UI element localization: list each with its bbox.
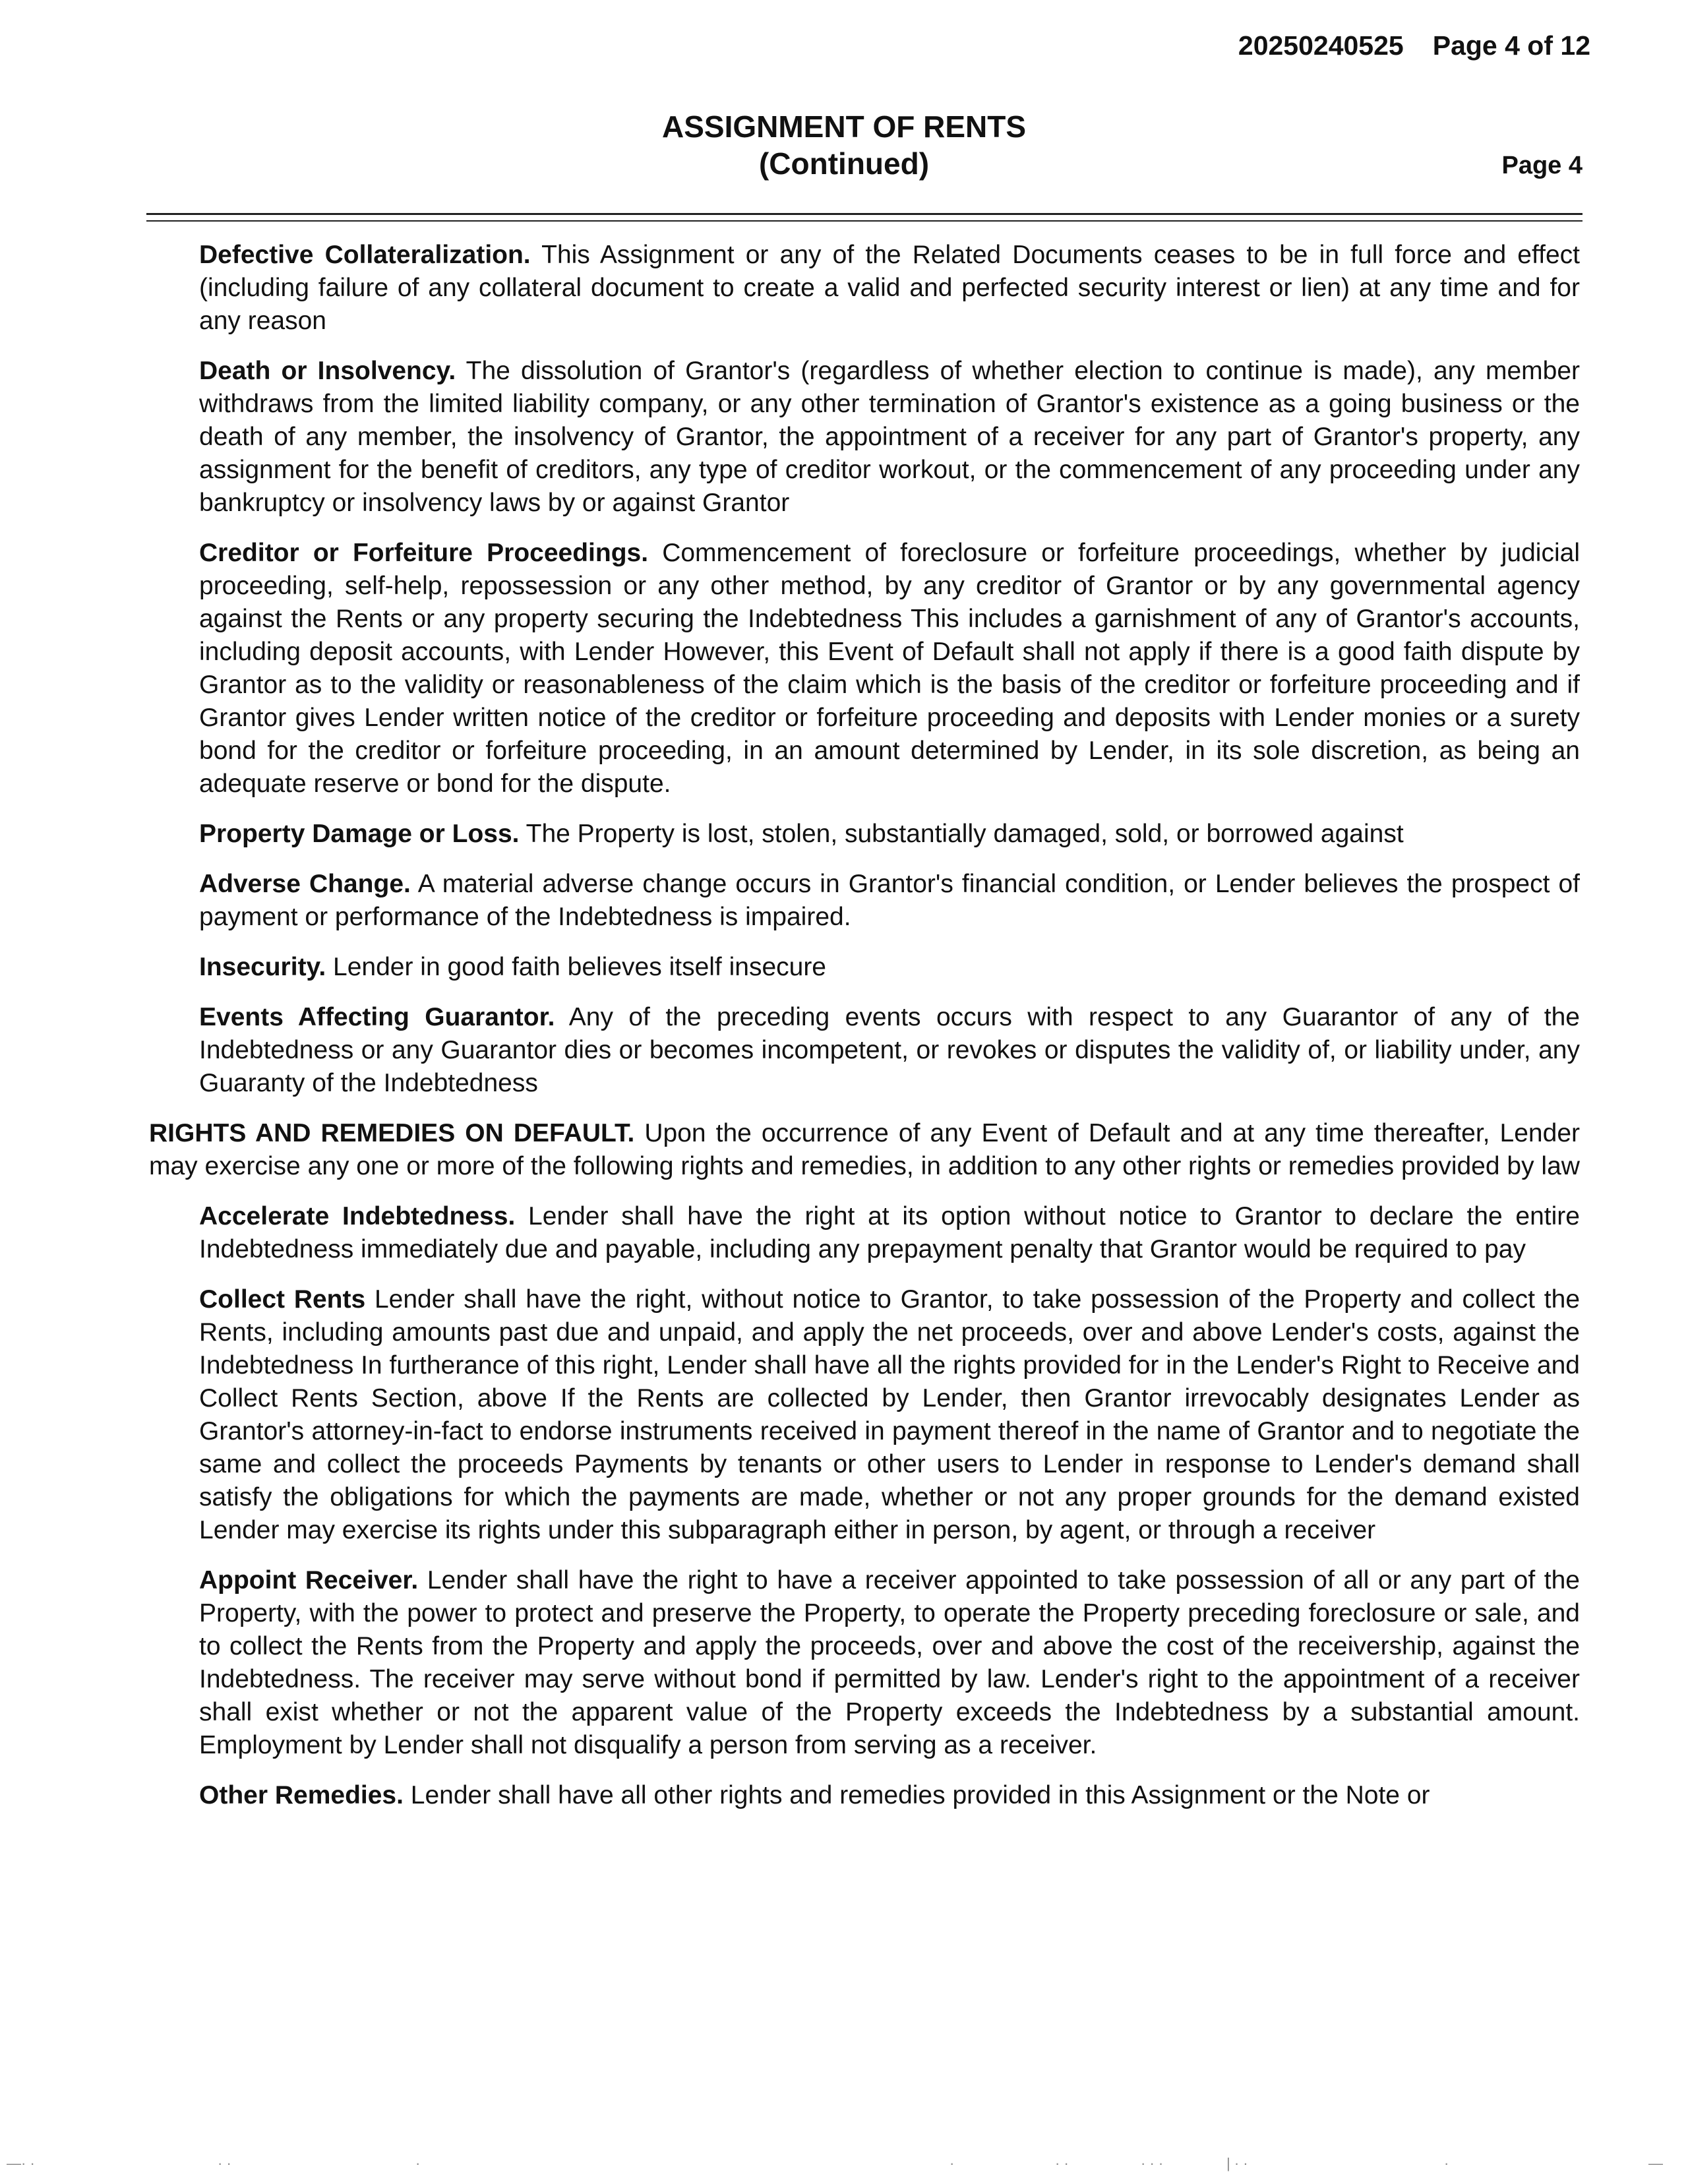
title-main: ASSIGNMENT OF RENTS bbox=[661, 109, 1027, 144]
scan-mark: · bbox=[415, 2155, 421, 2171]
clause-insecurity bbox=[199, 951, 1580, 984]
scan-mark: · bbox=[1444, 2155, 1449, 2171]
clause-property-damage bbox=[199, 818, 1580, 851]
remedy-text: Lender shall have all other rights and remedies provided in this Assignment or the Note or bbox=[410, 1781, 1430, 1809]
remedy-heading: Accelerate Indebtedness. bbox=[199, 1202, 516, 1230]
clause-text: A material adverse change occurs in Grantor's financial condition, or Lender believes the prospect of payment or performance of the Indebtedness is impaired. bbox=[199, 870, 1581, 931]
document-title bbox=[0, 108, 1688, 182]
section-heading: RIGHTS AND REMEDIES ON DEFAULT. bbox=[149, 1119, 635, 1147]
clause-text: Any of the preceding events occurs with respect to any Guarantor of any of the Indebtedness or any Guarantor dies or becomes incompetent, or revokes or disputes the validity of, or liability under, any Guaranty of the Indebtedness bbox=[199, 1003, 1580, 1097]
document-number-header bbox=[1238, 30, 1590, 61]
remedy-appoint-receiver bbox=[199, 1564, 1580, 1762]
clause-text: The dissolution of Grantor's (regardless of whether election to continue is made), any member withdraws from the limited liability company, or any other termination of Grantor's existence as a going business or the death of any member, the insolvency of Grantor, the appointment of a receiver for any part of Grantor's property, any assignment for the benefit of creditors, any type of creditor workout, or the commencement of any proceeding under any bankruptcy or insolvency laws by or against Grantor bbox=[199, 357, 1581, 517]
clause-events-affecting-guarantor bbox=[199, 1001, 1580, 1100]
remedy-heading: Collect Rents bbox=[199, 1285, 366, 1314]
document-body bbox=[149, 239, 1580, 1829]
scan-mark: · · bbox=[218, 2155, 231, 2171]
scan-mark: · · · bbox=[1141, 2155, 1164, 2171]
remedy-text: Lender shall have the right at its option without notice to Grantor to declare the entire Indebtedness immediately due and payable, including any prepayment penalty that Grantor would be required to pay bbox=[199, 1202, 1580, 1263]
clause-heading: Insecurity. bbox=[199, 953, 326, 981]
remedy-heading: Other Remedies. bbox=[199, 1781, 404, 1809]
clause-defective-collateralization bbox=[199, 239, 1580, 338]
clause-heading: Defective Collateralization. bbox=[199, 241, 531, 269]
page-label: Page 4 bbox=[1501, 152, 1582, 179]
remedy-text: Lender shall have the right, without notice to Grantor, to take possession of the Property and collect the Rents, including amounts past due and unpaid, and apply the net proceeds, over and above Lender's costs, against the Indebtedness In furtherance of this right, Lender shall have all the rights provided for in the Lender's Right to Receive and Collect Rents Section, above If the Rents are collected by Lender, then Grantor irrevocably designates Lender as Grantor's attorney-in-fact to endorse instruments received in payment thereof in the name of Grantor and to negotiate the same and collect the proceeds Payments by tenants or other users to Lender in response to Lender's demand shall satisfy the obligations for which the payments are made, whether or not any proper grounds for the demand existed Lender may exercise its rights under this subparagraph either in person, by agent, or through a receiver bbox=[199, 1285, 1581, 1544]
scan-mark: · bbox=[950, 2155, 955, 2171]
title-continued: (Continued) bbox=[758, 146, 930, 181]
section-rights-and-remedies bbox=[149, 1117, 1580, 1183]
clause-text: Lender in good faith believes itself insecure bbox=[333, 953, 827, 981]
remedy-text: Lender shall have the right to have a receiver appointed to take possession of all or any part of the Property, with the power to protect and preserve the Property, to operate the Property preceding foreclosure or sale, and to collect the Rents from the Property and apply the proceeds, over and above the cost of the receivership, against the Indebtedness. The receiver may serve without bond if permitted by law. Lender's right to the appointment of a receiver shall exist whether or not the apparent value of the Property exceeds the Indebtedness by a substantial amount. Employment by Lender shall not disqualify a person from serving as a receiver. bbox=[199, 1566, 1580, 1759]
scan-mark: · · bbox=[1055, 2155, 1069, 2171]
header-divider-secondary bbox=[146, 220, 1582, 222]
scan-mark: ―· · bbox=[7, 2155, 35, 2171]
remedy-heading: Appoint Receiver. bbox=[199, 1566, 419, 1594]
clause-heading: Creditor or Forfeiture Proceedings. bbox=[199, 539, 649, 567]
header-divider bbox=[146, 213, 1582, 215]
section-text: Upon the occurrence of any Event of Default and at any time thereafter, Lender may exercise any one or more of the following rights and remedies, in addition to any other rights or remedies provided by law bbox=[149, 1119, 1580, 1180]
remedy-other-remedies bbox=[199, 1779, 1580, 1812]
scan-mark: ― bbox=[1648, 2155, 1663, 2171]
clause-adverse-change bbox=[199, 868, 1580, 934]
remedy-accelerate-indebtedness bbox=[199, 1200, 1580, 1266]
document-number: 20250240525 bbox=[1238, 30, 1404, 61]
clause-heading: Events Affecting Guarantor. bbox=[199, 1003, 555, 1031]
clause-text: This Assignment or any of the Related Documents ceases to be in full force and effect (including failure of any collateral document to create a valid and perfected security interest or lien) at any time and for any reason bbox=[199, 241, 1580, 335]
clause-heading: Adverse Change. bbox=[199, 870, 411, 898]
clause-creditor-forfeiture bbox=[199, 537, 1580, 801]
scan-mark: | · · bbox=[1226, 2155, 1248, 2171]
clause-text: The Property is lost, stolen, substantially damaged, sold, or borrowed against bbox=[526, 820, 1404, 848]
clause-heading: Death or Insolvency. bbox=[199, 357, 456, 385]
remedy-collect-rents bbox=[199, 1283, 1580, 1547]
clause-text: Commencement of foreclosure or forfeiture proceedings, whether by judicial proceeding, self-help, repossession or any other method, by any creditor of Grantor or by any governmental agency against the Rents or any property securing the Indebtedness This includes a garnishment of any of Grantor's accounts, including deposit accounts, with Lender However, this Event of Default shall not apply if there is a good faith dispute by Grantor as to the validity or reasonableness of the claim which is the basis of the creditor or forfeiture proceeding and if Grantor gives Lender written notice of the creditor or forfeiture proceeding and deposits with Lender monies or a surety bond for the creditor or forfeiture proceeding, in an amount determined by Lender, in its sole discretion, as being an adequate reserve or bond for the dispute. bbox=[199, 539, 1580, 798]
clause-death-or-insolvency bbox=[199, 355, 1580, 520]
clause-heading: Property Damage or Loss. bbox=[199, 820, 520, 848]
scan-artifacts bbox=[0, 2155, 1688, 2171]
page-count: Page 4 of 12 bbox=[1432, 30, 1590, 61]
